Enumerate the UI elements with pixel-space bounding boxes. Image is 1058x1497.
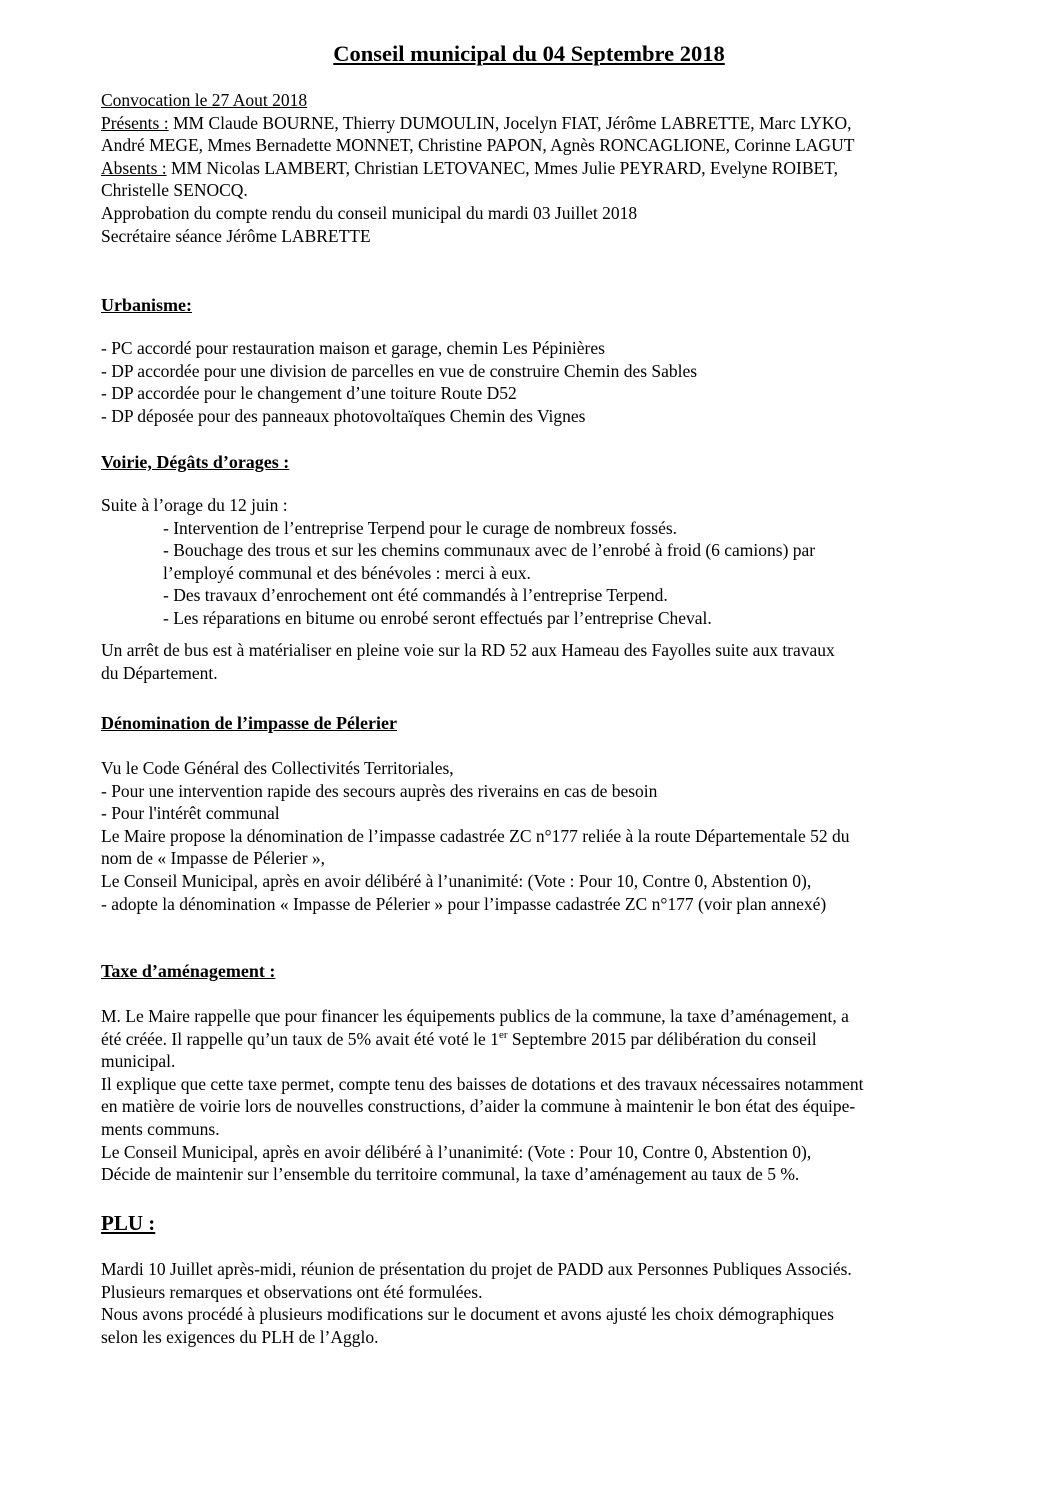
section-heading-urbanisme: Urbanisme:: [101, 295, 192, 315]
paragraph-line: - Pour une intervention rapide des secours auprès des riverains en cas de besoin: [101, 780, 658, 801]
paragraph-line: Le Conseil Municipal, après en avoir délibéré à l’unanimité: (Vote : Pour 10, Contre 0, Abstention 0),: [101, 870, 812, 891]
absents-label: Absents :: [101, 157, 167, 178]
section-voirie: [101, 451, 946, 474]
paragraph-line: Nous avons procédé à plusieurs modifications sur le document et avons ajusté les choix démographiques: [101, 1304, 834, 1325]
paragraph-line: M. Le Maire rappelle que pour financer les équipements publics de la commune, la taxe d’aménagement, a: [101, 1006, 849, 1026]
section-urbanisme: [101, 294, 946, 317]
list-item: - DP accordée pour le changement d’une toiture Route D52: [101, 383, 517, 404]
voirie-arret-bus: Un arrêt de bus est à matérialiser en pleine voie sur la RD 52 aux Hameau des Fayolles suite aux travaux du Département.: [101, 640, 835, 683]
section-heading-denomination: Dénomination de l’impasse de Pélerier: [101, 713, 397, 733]
section-denomination: [101, 712, 946, 735]
list-item: - Les réparations en bitume ou enrobé seront effectués par l’entreprise Cheval.: [163, 607, 712, 628]
paragraph-line: - Pour l'intérêt communal: [101, 803, 280, 824]
page-title: Conseil municipal du 04 Septembre 2018: [333, 41, 725, 66]
list-item: - Des travaux d’enrochement ont été commandés à l’entreprise Terpend.: [163, 585, 668, 606]
voirie-content: [101, 494, 946, 630]
vote-line: Le Conseil Municipal, après en avoir délibéré à l’unanimité: (Vote : Pour 10, Contre 0, Abstention 0),: [101, 1141, 812, 1162]
paragraph-line: Vu le Code Général des Collectivités Territoriales,: [101, 758, 454, 778]
approbation-line: Approbation du compte rendu du conseil municipal du mardi 03 Juillet 2018: [101, 202, 638, 223]
list-item: - DP déposée pour des panneaux photovoltaïques Chemin des Vignes: [101, 405, 586, 426]
meeting-info: [101, 89, 946, 247]
paragraph-line: Le Maire propose la dénomination de l’impasse cadastrée ZC n°177 reliée à la route Départementale 52 du: [101, 825, 850, 846]
paragraph-line: Plusieurs remarques et observations ont été formulées.: [101, 1281, 483, 1302]
absents-line-1: Absents : MM Nicolas LAMBERT, Christian LETOVANEC, Mmes Julie PEYRARD, Evelyne ROIBET,: [101, 157, 838, 178]
voirie-intro: Suite à l’orage du 12 juin :: [101, 495, 288, 515]
paragraph-line: selon les exigences du PLH de l’Agglo.: [101, 1326, 379, 1347]
paragraph-line: nom de « Impasse de Pélerier »,: [101, 848, 326, 869]
paragraph-line: Il explique que cette taxe permet, compte tenu des baisses de dotations et des travaux nécessaires notamment: [101, 1073, 864, 1094]
paragraph-line: été créée. Il rappelle qu’un taux de 5% avait été voté le 1er Septembre 2015 par délibération du conseil: [101, 1028, 817, 1049]
list-item: l’employé communal et des bénévoles : merci à eux.: [163, 562, 531, 583]
presents-line-2: André MEGE, Mmes Bernadette MONNET, Christine PAPON, Agnès RONCAGLIONE, Corinne LAGUT: [101, 135, 855, 156]
list-item: - DP accordée pour une division de parcelles en vue de construire Chemin des Sables: [101, 360, 698, 381]
presents-line-1: Présents : MM Claude BOURNE, Thierry DUMOULIN, Jocelyn FIAT, Jérôme LABRETTE, Marc LYKO,: [101, 112, 852, 133]
paragraph-line: en matière de voirie lors de nouvelles constructions, d’aider la commune à maintenir le bon état des équipe-: [101, 1096, 856, 1117]
list-item: - Bouchage des trous et sur les chemins communaux avec de l’enrobé à froid (6 camions) par: [163, 540, 816, 561]
absents-line-2: Christelle SENOCQ.: [101, 180, 248, 201]
list-item: - PC accordé pour restauration maison et garage, chemin Les Pépinières: [101, 338, 605, 358]
section-taxe: [101, 960, 946, 983]
list-item: - Intervention de l’entreprise Terpend pour le curage de nombreux fossés.: [163, 517, 678, 538]
paragraph-line: municipal.: [101, 1051, 176, 1072]
decision-line: Décide de maintenir sur l’ensemble du territoire communal, la taxe d’aménagement au taux de 5 %.: [101, 1164, 800, 1185]
paragraph-line: - adopte la dénomination « Impasse de Pélerier » pour l’impasse cadastrée ZC n°177 (voir plan annexé): [101, 893, 827, 914]
secretaire-line: Secrétaire séance Jérôme LABRETTE: [101, 225, 371, 246]
section-heading-plu: PLU :: [101, 1211, 156, 1235]
convocation-date: Convocation le 27 Aout 2018: [101, 90, 308, 110]
section-heading-taxe: Taxe d’aménagement :: [101, 961, 276, 981]
paragraph-line: Mardi 10 Juillet après-midi, réunion de présentation du projet de PADD aux Personnes Publiques Associés.: [101, 1259, 852, 1279]
denomination-content: [101, 757, 946, 915]
section-heading-voirie: Voirie, Dégâts d’orages :: [101, 452, 290, 472]
paragraph-line: ments communs.: [101, 1118, 220, 1139]
urbanisme-list: [101, 337, 946, 427]
section-plu: [101, 1212, 946, 1235]
presents-label: Présents :: [101, 112, 169, 133]
taxe-content: [101, 1005, 946, 1186]
plu-content: [101, 1258, 946, 1348]
